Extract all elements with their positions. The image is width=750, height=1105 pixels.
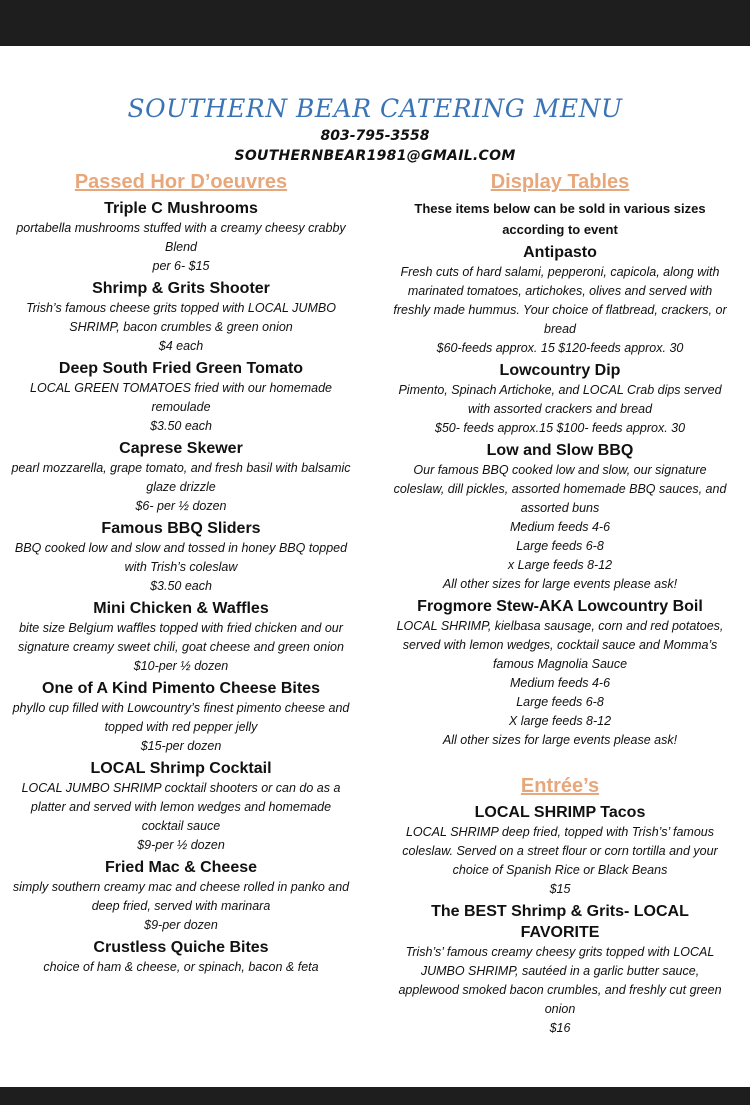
menu-item-description: LOCAL GREEN TOMATOES fried with our homemade remoulade: [30, 381, 332, 414]
menu-item-description: Fresh cuts of hard salami, pepperoni, capicola, along with marinated tomatoes, artichokes, olives and served with freshly made hummus. Your choice of flatbread, crackers, or bread: [393, 265, 727, 336]
menu-item-description: choice of ham & cheese, or spinach, bacon & feta: [43, 960, 319, 974]
menu-item-price: $9-per ½ dozen: [137, 838, 225, 852]
menu-item-description: BBQ cooked low and slow and tossed in honey BBQ topped with Trish’s coleslaw: [14, 541, 348, 574]
menu-item-description: Our famous BBQ cooked low and slow, our signature coleslaw, dill pickles, assorted homemade BBQ sauces, and assorted buns: [393, 463, 727, 515]
menu-item: [10, 937, 352, 977]
menu-item-description: simply southern creamy mac and cheese rolled in panko and deep fried, served with marinara: [12, 880, 350, 913]
menu-item-size-price: X large feeds 8-12: [508, 714, 612, 728]
menu-item-price: $3.50 each: [150, 419, 212, 433]
menu-item: [390, 440, 730, 594]
menu-item: [390, 596, 730, 750]
menu-item-size-price: All other sizes for large events please ask!: [442, 733, 678, 747]
menu-item-size-price: Medium feeds 4-6: [509, 520, 611, 534]
menu-item-description: Trish’s famous cheese grits topped with LOCAL JUMBO SHRIMP, bacon crumbles & green onion: [26, 301, 336, 334]
phone-number[interactable]: 803-795-3558: [320, 128, 430, 144]
menu-item: [10, 758, 352, 855]
section-heading-display: Display Tables: [490, 171, 630, 193]
menu-item: [390, 901, 730, 1038]
menu-item-description: bite size Belgium waffles topped with fried chicken and our signature creamy sweet chili, goat cheese and green onion: [18, 621, 344, 654]
menu-item-description: portabella mushrooms stuffed with a creamy cheesy crabby Blend: [16, 221, 346, 254]
menu-item-name: Shrimp & Grits Shooter: [92, 280, 270, 297]
menu-item-name: Antipasto: [523, 244, 597, 261]
menu-item-size-price: x Large feeds 8-12: [507, 558, 613, 572]
display-tables-column: [390, 168, 730, 1038]
menu-header: [0, 92, 750, 166]
menu-item: [390, 802, 730, 899]
menu-item-name: Crustless Quiche Bites: [93, 939, 269, 956]
bottom-bar: [0, 1087, 750, 1105]
menu-item-description: Pimento, Spinach Artichoke, and LOCAL Crab dips served with assorted crackers and bread: [398, 383, 722, 416]
menu-item-name: One of A Kind Pimento Cheese Bites: [42, 680, 320, 697]
menu-item-price: $15: [549, 882, 571, 896]
menu-item-description: Trish’s’ famous creamy cheesy grits topped with LOCAL JUMBO SHRIMP, sautéed in a garlic butter sauce, applewood smoked bacon crumbles, and freshly cut green onion: [398, 945, 722, 1016]
menu-item-name: Frogmore Stew-AKA Lowcountry Boil: [417, 598, 703, 615]
menu-item-name: Fried Mac & Cheese: [104, 859, 258, 876]
menu-item: [10, 857, 352, 935]
menu-item: [10, 198, 352, 276]
menu-item-price: $3.50 each: [150, 579, 212, 593]
menu-item: [10, 678, 352, 756]
menu-item-name: LOCAL SHRIMP Tacos: [474, 804, 646, 821]
menu-item-price: $15-per dozen: [140, 739, 222, 753]
menu-item-name: LOCAL Shrimp Cocktail: [90, 760, 272, 777]
top-bar: [0, 0, 750, 46]
section-heading-passed: Passed Hor D’oeuvres: [74, 171, 288, 193]
menu-item-price: $16: [549, 1021, 571, 1035]
email-address[interactable]: SOUTHERNBEAR1981@GMAIL.COM: [234, 148, 516, 164]
menu-item: [390, 242, 730, 358]
menu-item-description: LOCAL SHRIMP deep fried, topped with Trish’s’ famous coleslaw. Served on a street flour or corn tortilla and your choice of Spanish Rice or Black Beans: [402, 825, 718, 877]
menu-item-size-price: $60-feeds approx. 15 $120-feeds approx. 30: [436, 341, 684, 355]
menu-item-name: Caprese Skewer: [119, 440, 243, 457]
menu-item-name: Lowcountry Dip: [499, 362, 621, 379]
menu-item-size-price: $50- feeds approx.15 $100- feeds approx. 30: [434, 421, 686, 435]
menu-item-price: $4 each: [158, 339, 204, 353]
menu-item-size-price: Medium feeds 4-6: [509, 676, 611, 690]
menu-item-price: per 6- $15: [152, 259, 210, 273]
menu-item-size-price: Large feeds 6-8: [516, 695, 604, 709]
menu-item-description: LOCAL SHRIMP, kielbasa sausage, corn and red potatoes, served with lemon wedges, cocktail sauce and Momma’s famous Magnolia Sauce: [396, 619, 724, 671]
menu-item-price: $10-per ½ dozen: [133, 659, 229, 673]
menu-item-description: pearl mozzarella, grape tomato, and fresh basil with balsamic glaze drizzle: [11, 461, 351, 494]
passed-hors-doeuvres-column: [10, 168, 352, 977]
display-tables-note: These items below can be sold in various sizes according to event: [414, 201, 706, 237]
menu-item-name: Triple C Mushrooms: [104, 200, 258, 217]
menu-item: [10, 598, 352, 676]
menu-item: [10, 358, 352, 436]
menu-item-price: $6- per ½ dozen: [135, 499, 227, 513]
section-heading-entrees: Entrée’s: [520, 775, 600, 797]
menu-item-size-price: All other sizes for large events please ask!: [442, 577, 678, 591]
menu-item-name: Famous BBQ Sliders: [101, 520, 261, 537]
menu-item-name: Low and Slow BBQ: [486, 442, 634, 459]
menu-title: SOUTHERN BEAR CATERING MENU: [127, 94, 623, 123]
menu-item-name: Mini Chicken & Waffles: [93, 600, 269, 617]
menu-item-size-price: Large feeds 6-8: [516, 539, 604, 553]
menu-item-description: phyllo cup filled with Lowcountry’s finest pimento cheese and topped with red pepper jelly: [12, 701, 350, 734]
menu-item-price: $9-per dozen: [144, 918, 218, 932]
menu-item: [10, 438, 352, 516]
menu-item: [10, 278, 352, 356]
menu-item: [10, 518, 352, 596]
menu-item-description: LOCAL JUMBO SHRIMP cocktail shooters or can do as a platter and served with lemon wedges and homemade cocktail sauce: [21, 781, 341, 833]
menu-item-name: The BEST Shrimp & Grits- LOCAL FAVORITE: [431, 903, 689, 941]
menu-item-name: Deep South Fried Green Tomato: [58, 360, 304, 377]
menu-item: [390, 360, 730, 438]
